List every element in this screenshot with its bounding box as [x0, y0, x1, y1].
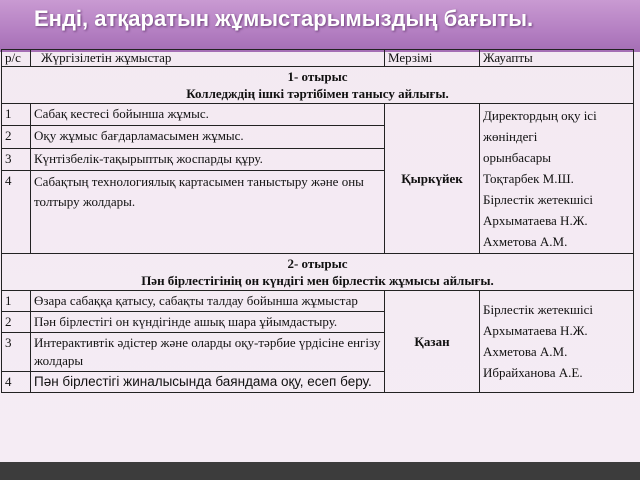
section2-line2: Пән бірлестігінің он күндігі мен бірлестік жұмысы айлығы. — [141, 273, 494, 288]
section1-heading-row — [2, 67, 634, 104]
row-text: Күнтізбелік-тақырыптық жоспарды құру. — [31, 148, 385, 170]
table-row — [2, 291, 634, 312]
work-plan-table — [1, 49, 634, 393]
row-text: Сабақ кестесі бойынша жұмыс. — [31, 104, 385, 126]
responsible-line: Бірлестік жетекшісі — [483, 302, 593, 317]
table-row — [2, 104, 634, 126]
row-number: 1 — [2, 291, 31, 312]
row-text: Пән бірлестігі он күндігінде ашық шара ұйымдастыру. — [31, 312, 385, 333]
row-text: Пән бірлестігі жиналысында баяндама оқу, есеп беру. — [31, 372, 385, 393]
section2-heading — [2, 254, 634, 291]
responsible-line: Директордың оқу ісі — [483, 108, 597, 123]
section1-line2: Колледждің ішкі тәртібімен танысу айлығы. — [186, 86, 449, 101]
header-deadline: Мерзімі — [385, 50, 480, 67]
row-number: 2 — [2, 126, 31, 148]
row-number: 2 — [2, 312, 31, 333]
slide-title: Енді, атқаратын жұмыстарымыздың бағыты. — [34, 6, 534, 31]
header-work: Жүргізілетін жұмыстар — [31, 50, 385, 67]
header-num: р/с — [2, 50, 31, 67]
section2-line1: 2- отырыс — [287, 256, 348, 271]
section1-heading — [2, 67, 634, 104]
responsible-line: Бірлестік жетекшісі — [483, 192, 593, 207]
section1-line1: 1- отырыс — [287, 69, 348, 84]
responsible-line: Архыматаева Н.Ж. — [483, 323, 588, 338]
row-number: 3 — [2, 333, 31, 372]
responsible-line: орынбасары — [483, 150, 552, 165]
header-responsible: Жауапты — [480, 50, 634, 67]
title-bar — [0, 0, 640, 52]
header-row — [2, 50, 634, 67]
section1-responsible — [480, 104, 634, 254]
bottom-shadow — [0, 462, 640, 480]
section2-responsible — [480, 291, 634, 393]
row-number: 4 — [2, 171, 31, 254]
responsible-line: Тоқтарбек М.Ш. — [483, 171, 574, 186]
row-text: Сабақтың технологиялық картасымен таныстыру және оны толтыру жолдары. — [31, 171, 385, 254]
responsible-line: Ахметова А.М. — [483, 344, 568, 359]
row-text: Оқу жұмыс бағдарламасымен жұмыс. — [31, 126, 385, 148]
responsible-line: Ибрайханова А.Е. — [483, 365, 583, 380]
responsible-line: жөніндегі — [483, 129, 538, 144]
row-number: 3 — [2, 148, 31, 170]
section1-deadline: Қыркүйек — [385, 104, 480, 254]
responsible-line: Архыматаева Н.Ж. — [483, 213, 588, 228]
section2-heading-row — [2, 254, 634, 291]
row-number: 1 — [2, 104, 31, 126]
section2-deadline: Қазан — [385, 291, 480, 393]
responsible-line: Ахметова А.М. — [483, 234, 568, 249]
row-number: 4 — [2, 372, 31, 393]
row-text: Өзара сабаққа қатысу, сабақты талдау бойынша жұмыстар — [31, 291, 385, 312]
row-text: Интерактивтік әдістер және оларды оқу-тәрбие үрдісіне енгізу жолдары — [31, 333, 385, 372]
